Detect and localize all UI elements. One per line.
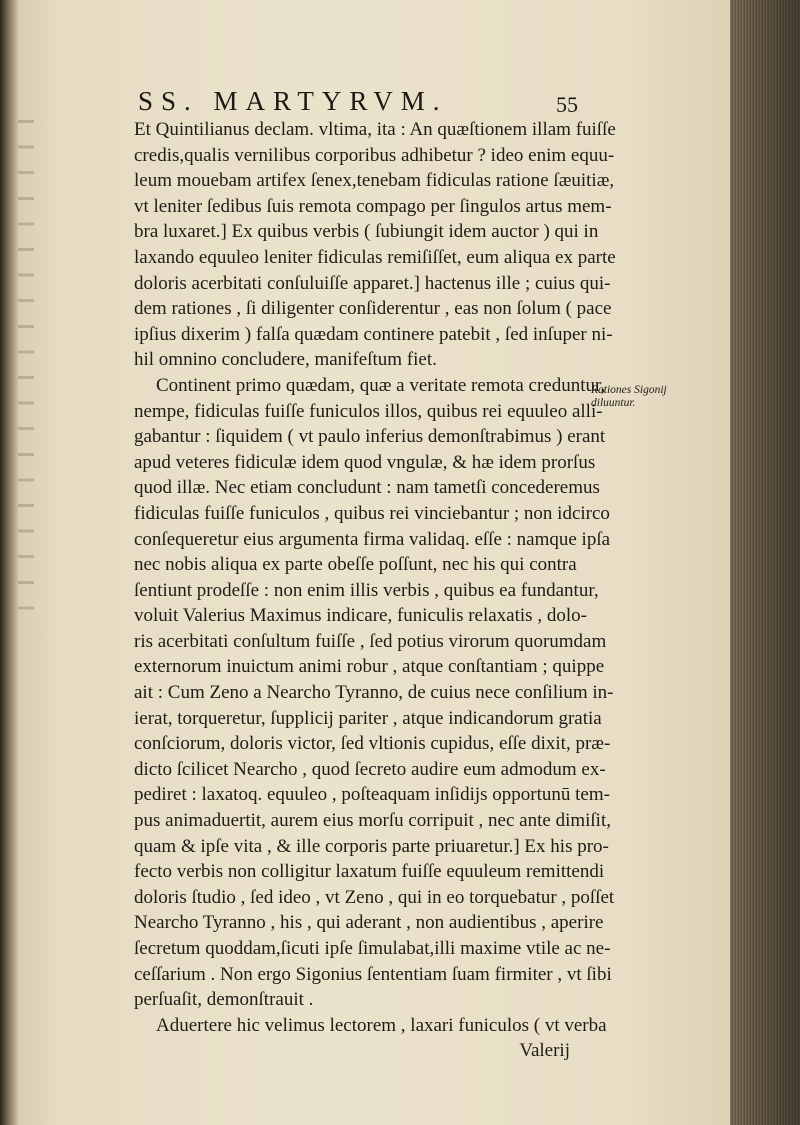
text-line: fecto verbis non colligitur laxatum fuiſſe equuleum remittendi bbox=[134, 861, 605, 883]
body-text bbox=[134, 117, 616, 1064]
text-line: Continent primo quædam, quæ a veritate remota creduntur, bbox=[156, 374, 606, 396]
text-line: pus animaduertit, aurem eius morſu corripuit , nec ante dimiſit, bbox=[134, 810, 611, 832]
book-gutter bbox=[0, 0, 18, 1125]
text-line: voluit Valerius Maximus indicare, funiculis relaxatis , dolo- bbox=[134, 605, 587, 627]
text-line: conſciorum, doloris victor, ſed vltionis cupidus, eſſe dixit, præ- bbox=[134, 733, 611, 755]
text-line: hil omnino concludere, manifeſtum fiet. bbox=[134, 349, 437, 371]
text-line: quod illæ. Nec etiam concludunt : nam tametſi concederemus bbox=[134, 477, 600, 499]
text-line: ait : Cum Zeno a Nearcho Tyranno, de cuius nece conſilium in- bbox=[134, 682, 614, 704]
text-line: laxando equuleo leniter fidiculas remiſiſſet, eum aliqua ex parte bbox=[134, 246, 616, 268]
page-header bbox=[138, 86, 578, 120]
text-line: externorum inuictum animi robur , atque conſtantiam ; quippe bbox=[134, 656, 605, 678]
text-line: credis,qualis vernilibus corporibus adhibetur ? ideo enim equu- bbox=[134, 144, 615, 166]
text-line: ſecretum quoddam,ſicuti ipſe ſimulabat,illi maxime vtile ac ne- bbox=[134, 938, 611, 959]
text-line: nec nobis aliqua ex parte obeſſe poſſunt, nec his qui contra bbox=[134, 554, 577, 576]
text-line: leum mouebam artifex ſenex,tenebam fidiculas ratione ſæuitiæ, bbox=[134, 170, 615, 192]
text-line: perſuaſit, demonſtrauit . bbox=[134, 989, 314, 1011]
text-line: quam & ipſe vita , & ille corporis parte priuaretur.] Ex his pro- bbox=[134, 835, 609, 857]
text-line: Et Quintilianus declam. vltima, ita : An quæſtionem illam fuiſſe bbox=[134, 119, 616, 140]
text-line: Aduertere hic velimus lectorem , laxari funiculos ( vt verba bbox=[156, 1014, 607, 1036]
text-line: gabantur : ſiquidem ( vt paulo inferius demonſtrabimus ) erant bbox=[134, 426, 606, 448]
text-line: ipſius dixerim ) falſa quædam continere patebit , ſed inſuper ni- bbox=[134, 323, 613, 345]
text-line: ſentiunt prodeſſe : non enim illis verbis , quibus ea fundantur, bbox=[134, 579, 599, 601]
margin-note: Rationes Sigonij diluuntur. bbox=[591, 384, 667, 409]
bleed-through-marks bbox=[18, 120, 34, 620]
text-line: ceſſarium . Non ergo Sigonius ſententiam ſuam firmiter , vt ſibi bbox=[134, 963, 612, 985]
page-number: 55 bbox=[556, 92, 578, 117]
text-line: pediret : laxatoq. equuleo , poſteaquam inſidijs opportunū tem- bbox=[134, 784, 610, 806]
text-line: doloris acerbitati conſuluiſſe apparet.] hactenus ille ; cuius qui- bbox=[134, 272, 611, 294]
text-line: fidiculas fuiſſe funiculos , quibus rei vinciebantur ; non idcirco bbox=[134, 502, 610, 524]
text-line: vt leniter ſedibus ſuis remota compago per ſingulos artus mem- bbox=[134, 195, 612, 217]
text-line: dem rationes , ſi diligenter conſiderentur , eas non ſolum ( pace bbox=[134, 298, 612, 320]
text-line: doloris ſtudio , ſed ideo , vt Zeno , qui in eo torquebatur , poſſet bbox=[134, 886, 615, 908]
text-line: apud veteres fidiculæ idem quod vngulæ, & hæ idem prorſus bbox=[134, 451, 596, 473]
text-line: conſequeretur eius argumenta firma validaq. eſſe : namque ipſa bbox=[134, 528, 611, 550]
text-line: ris acerbitati conſultum fuiſſe , ſed potius virorum quorumdam bbox=[134, 630, 607, 652]
text-line: dicto ſcilicet Nearcho , quod ſecreto audire eum admodum ex- bbox=[134, 758, 606, 780]
page-edges bbox=[730, 0, 800, 1125]
text-line: ierat, torqueretur, ſupplicij pariter , atque indicandorum gratia bbox=[134, 707, 602, 729]
text-line: bra luxaret.] Ex quibus verbis ( ſubiungit idem auctor ) qui in bbox=[134, 221, 599, 243]
text-line: nempe, fidiculas fuiſſe funiculos illos, quibus rei equuleo alli- bbox=[134, 400, 603, 422]
text-line: Nearcho Tyranno , his , qui aderant , non audientibus , aperire bbox=[134, 912, 604, 934]
catchword: Valerij bbox=[519, 1040, 570, 1062]
running-head: SS. MARTYRVM. bbox=[138, 86, 448, 116]
